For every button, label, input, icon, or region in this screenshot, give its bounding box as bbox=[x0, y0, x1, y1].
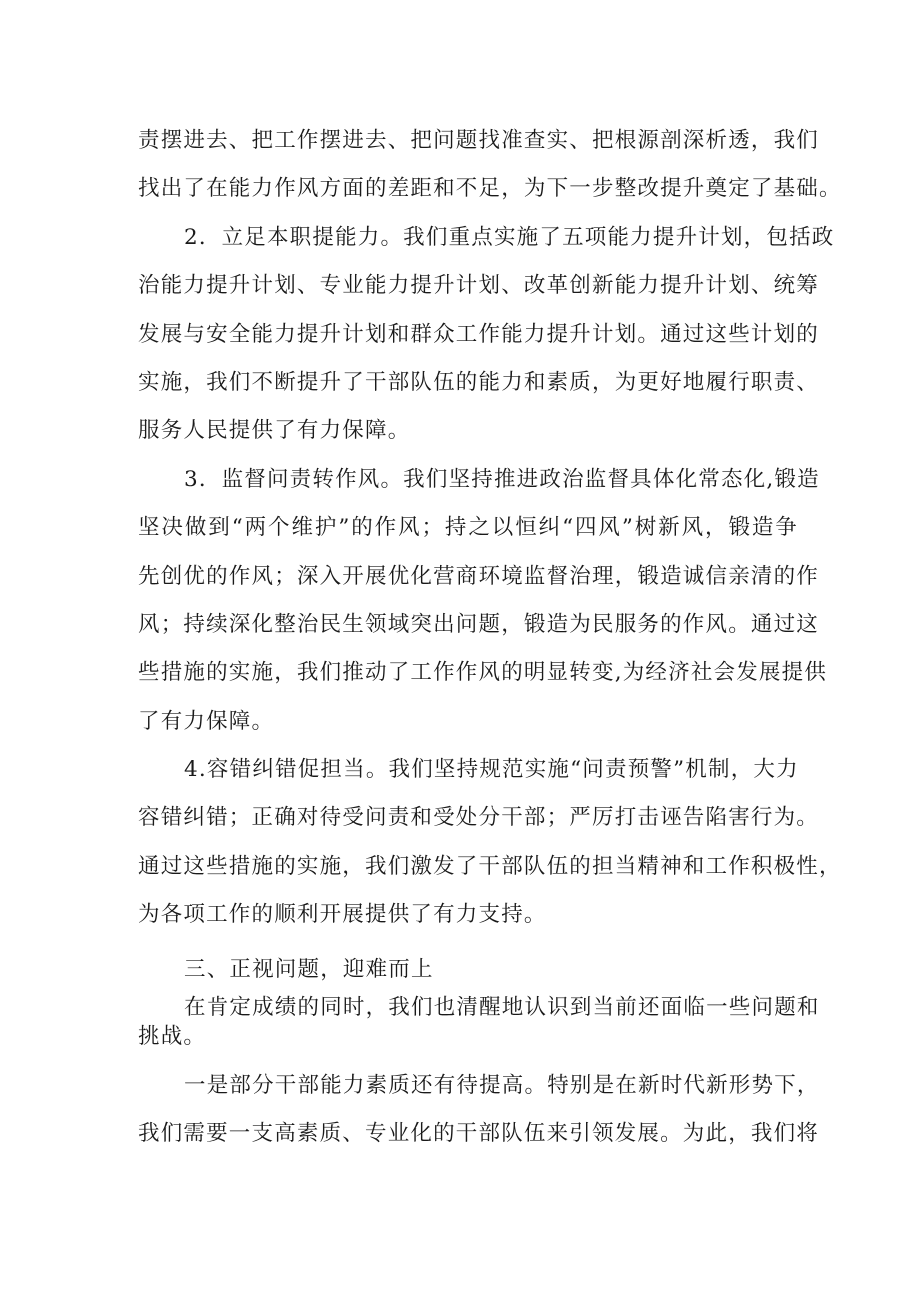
body-text-line: 在肯定成绩的同时，我们也清醒地认识到当前还面临一些问题和 bbox=[184, 995, 820, 1020]
body-text-line: 通过这些措施的实施，我们激发了干部队伍的担当精神和工作积极性， bbox=[138, 854, 842, 879]
body-text-line: 些措施的实施，我们推动了工作作风的明显转变,为经济社会发展提供 bbox=[138, 660, 828, 685]
body-text-line: 容错纠错；正确对待受问责和受处分干部；严厉打击诬告陷害行为。 bbox=[138, 805, 820, 830]
body-text-line: 先创优的作风；深入开展优化营商环境监督治理，锻造诚信亲清的作 bbox=[138, 564, 820, 589]
body-text-line: 挑战。 bbox=[138, 1024, 207, 1049]
body-text-line: 风；持续深化整治民生领域突出问题，锻造为民服务的作风。通过这 bbox=[138, 612, 820, 637]
chapter-heading: 三、正视问题，迎难而上 bbox=[184, 957, 434, 982]
body-text-line: 治能力提升计划、专业能力提升计划、改革创新能力提升计划、统筹 bbox=[138, 273, 820, 298]
body-text-line: 责摆进去、把工作摆进去、把问题找准查实、把根源剖深析透，我们 bbox=[138, 128, 820, 153]
body-text-line: 为各项工作的顺利开展提供了有力支持。 bbox=[138, 902, 547, 927]
body-text-line: 服务人民提供了有力保障。 bbox=[138, 418, 411, 443]
section-2-heading-line: 2．立足本职提能力。我们重点实施了五项能力提升计划，包括政 bbox=[184, 225, 835, 250]
body-text-line: 我们需要一支高素质、专业化的干部队伍来引领发展。为此，我们将 bbox=[138, 1121, 820, 1146]
body-text-line: 坚决做到“两个维护”的作风；持之以恒纠“四风”树新风，锻造争 bbox=[138, 515, 798, 540]
body-text-line: 发展与安全能力提升计划和群众工作能力提升计划。通过这些计划的 bbox=[138, 322, 820, 347]
section-4-heading-line: 4.容错纠错促担当。我们坚持规范实施“问责预警”机制，大力 bbox=[184, 757, 799, 782]
body-text-line: 一是部分干部能力素质还有待提高。特别是在新时代新形势下， bbox=[184, 1073, 820, 1098]
body-text-line: 找出了在能力作风方面的差距和不足，为下一步整改提升奠定了基础。 bbox=[138, 176, 842, 201]
section-3-heading-line: 3．监督问责转作风。我们坚持推进政治监督具体化常态化,锻造 bbox=[184, 467, 820, 492]
body-text-line: 了有力保障。 bbox=[138, 709, 275, 734]
body-text-line: 实施，我们不断提升了干部队伍的能力和素质，为更好地履行职责、 bbox=[138, 370, 820, 395]
